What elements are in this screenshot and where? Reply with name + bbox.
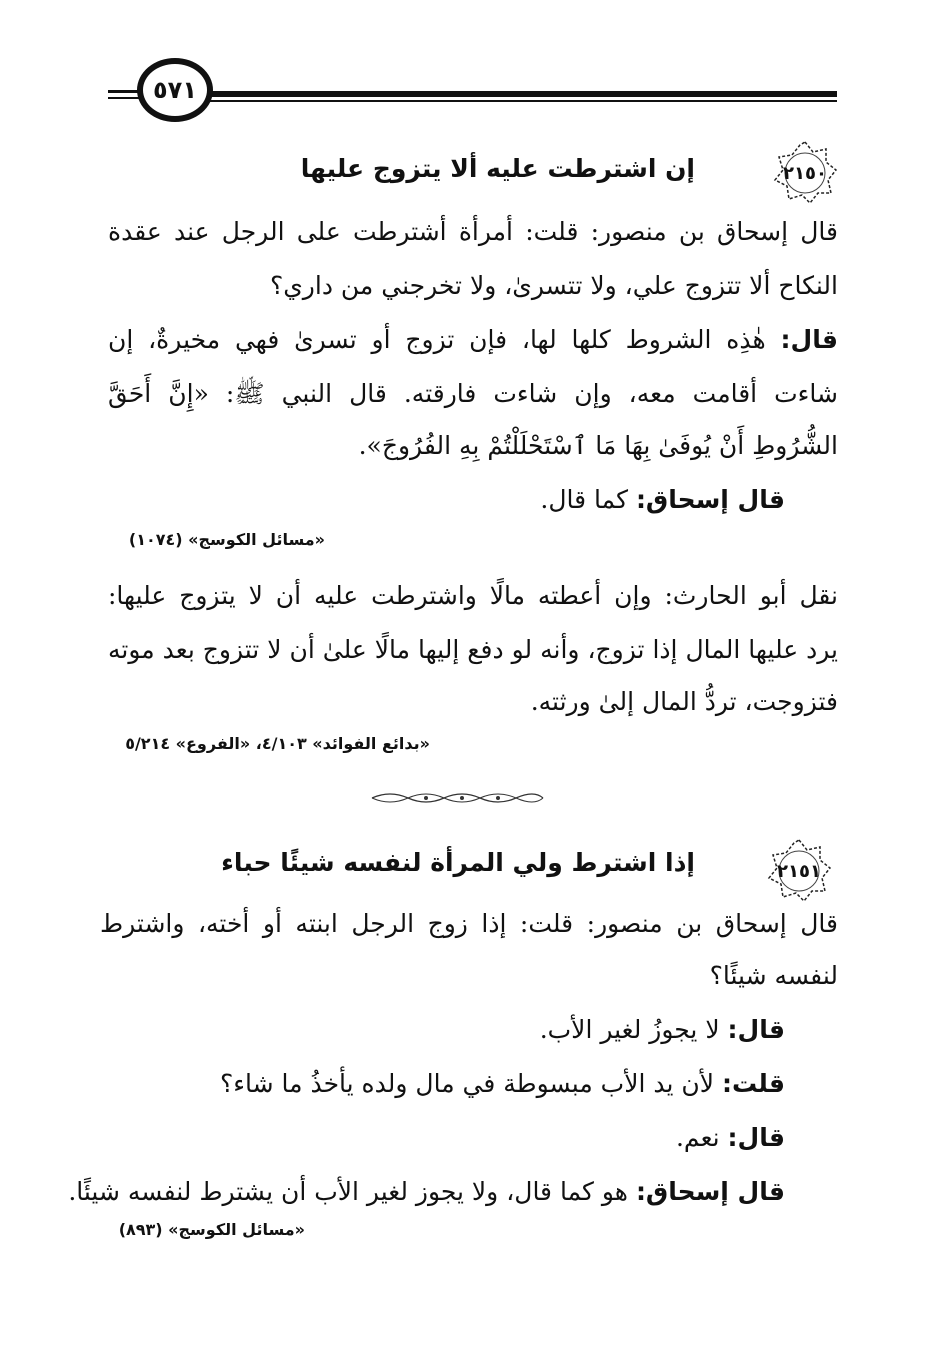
section-number: ٢١٥٠	[783, 162, 827, 184]
paragraph-text: نعم.	[675, 1123, 720, 1152]
paragraph-text: لأن يد الأب مبسوطة في مال ولده يأخذُ ما شاء؟	[219, 1069, 714, 1098]
paragraph-text: لا يجوزُ لغير الأب.	[539, 1015, 720, 1044]
paragraph-line: يرد عليها المال إذا تزوج، وأنه لو دفع إليها مالًا علىٰ أن لا تتزوج بعد موته	[108, 635, 838, 664]
paragraph-line: الشُّرُوطِ أَنْ يُوفَىٰ بِهَا مَا ٱسْتَحْلَلْتُمْ بِهِ الفُرُوجَ».	[358, 431, 838, 460]
paragraph-line: فتزوجت، تردُّ المال إلىٰ ورثته.	[530, 687, 838, 716]
paragraph-line	[165, 1066, 785, 1106]
speaker-label: قال:	[727, 1015, 785, 1044]
paragraph-line: لنفسه شيئًا؟	[709, 961, 838, 990]
header-rule-thin	[205, 100, 837, 102]
section-badge-2150	[772, 140, 838, 206]
source-citation: «مسائل الكوسج» (١٠٧٤)	[128, 530, 325, 549]
paragraph-line: شاءت أقامت معه، وإن شاءت فارقته. قال النبي ﷺ: «إِنَّ أَحَقَّ	[108, 379, 838, 408]
page-number: ٥٧١	[137, 58, 213, 122]
header-rule-thick	[205, 91, 837, 97]
section-number: ٢١٥١	[777, 860, 821, 882]
section-title: إذا اشترط ولي المرأة لنفسه شيئًا حباء	[221, 848, 695, 877]
speaker-label: قال:	[727, 1123, 785, 1152]
paragraph-text: كما قال.	[540, 485, 628, 514]
speaker-label: قال إسحاق:	[635, 485, 785, 514]
paragraph-line	[108, 322, 838, 362]
paragraph-line	[185, 1012, 785, 1052]
header-rule-left-2	[108, 97, 140, 99]
paragraph-line: النكاح ألا تتزوج علي، ولا تتسرىٰ، ولا تخرجني من داري؟	[269, 271, 838, 300]
paragraph-line: نقل أبو الحارث: وإن أعطته مالًا واشترطت عليه أن لا يتزوج عليها:	[108, 581, 838, 610]
paragraph-line	[385, 1120, 785, 1160]
paragraph-line	[285, 482, 785, 522]
speaker-label: قال إسحاق:	[635, 1177, 785, 1206]
paragraph-text: هو كما قال، ولا يجوز لغير الأب أن يشترط لنفسه شيئًا.	[68, 1177, 628, 1206]
speaker-label: قال:	[780, 325, 838, 354]
speaker-label: قلت:	[721, 1069, 785, 1098]
paragraph-line: قال إسحاق بن منصور: قلت: أمرأة أشترطت على الرجل عند عقدة	[108, 217, 838, 246]
source-citation: «بدائع الفوائد» ٤/١٠٣، «الفروع» ٥/٢١٤	[125, 734, 430, 753]
header-rule-left	[108, 90, 140, 93]
ornament-divider	[370, 790, 545, 806]
section-badge-2151	[766, 838, 832, 904]
paragraph-line	[68, 1174, 785, 1214]
paragraph-line: قال إسحاق بن منصور: قلت: إذا زوج الرجل ابنته أو أخته، واشترط	[100, 909, 838, 938]
paragraph-text: هٰذِه الشروط كلها لها، فإن تزوج أو تسرىٰ فهي مخيرةٌ، إن	[108, 325, 766, 354]
section-title: إن اشترطت عليه ألا يتزوج عليها	[300, 154, 695, 183]
source-citation: «مسائل الكوسج» (٨٩٣)	[118, 1220, 305, 1239]
